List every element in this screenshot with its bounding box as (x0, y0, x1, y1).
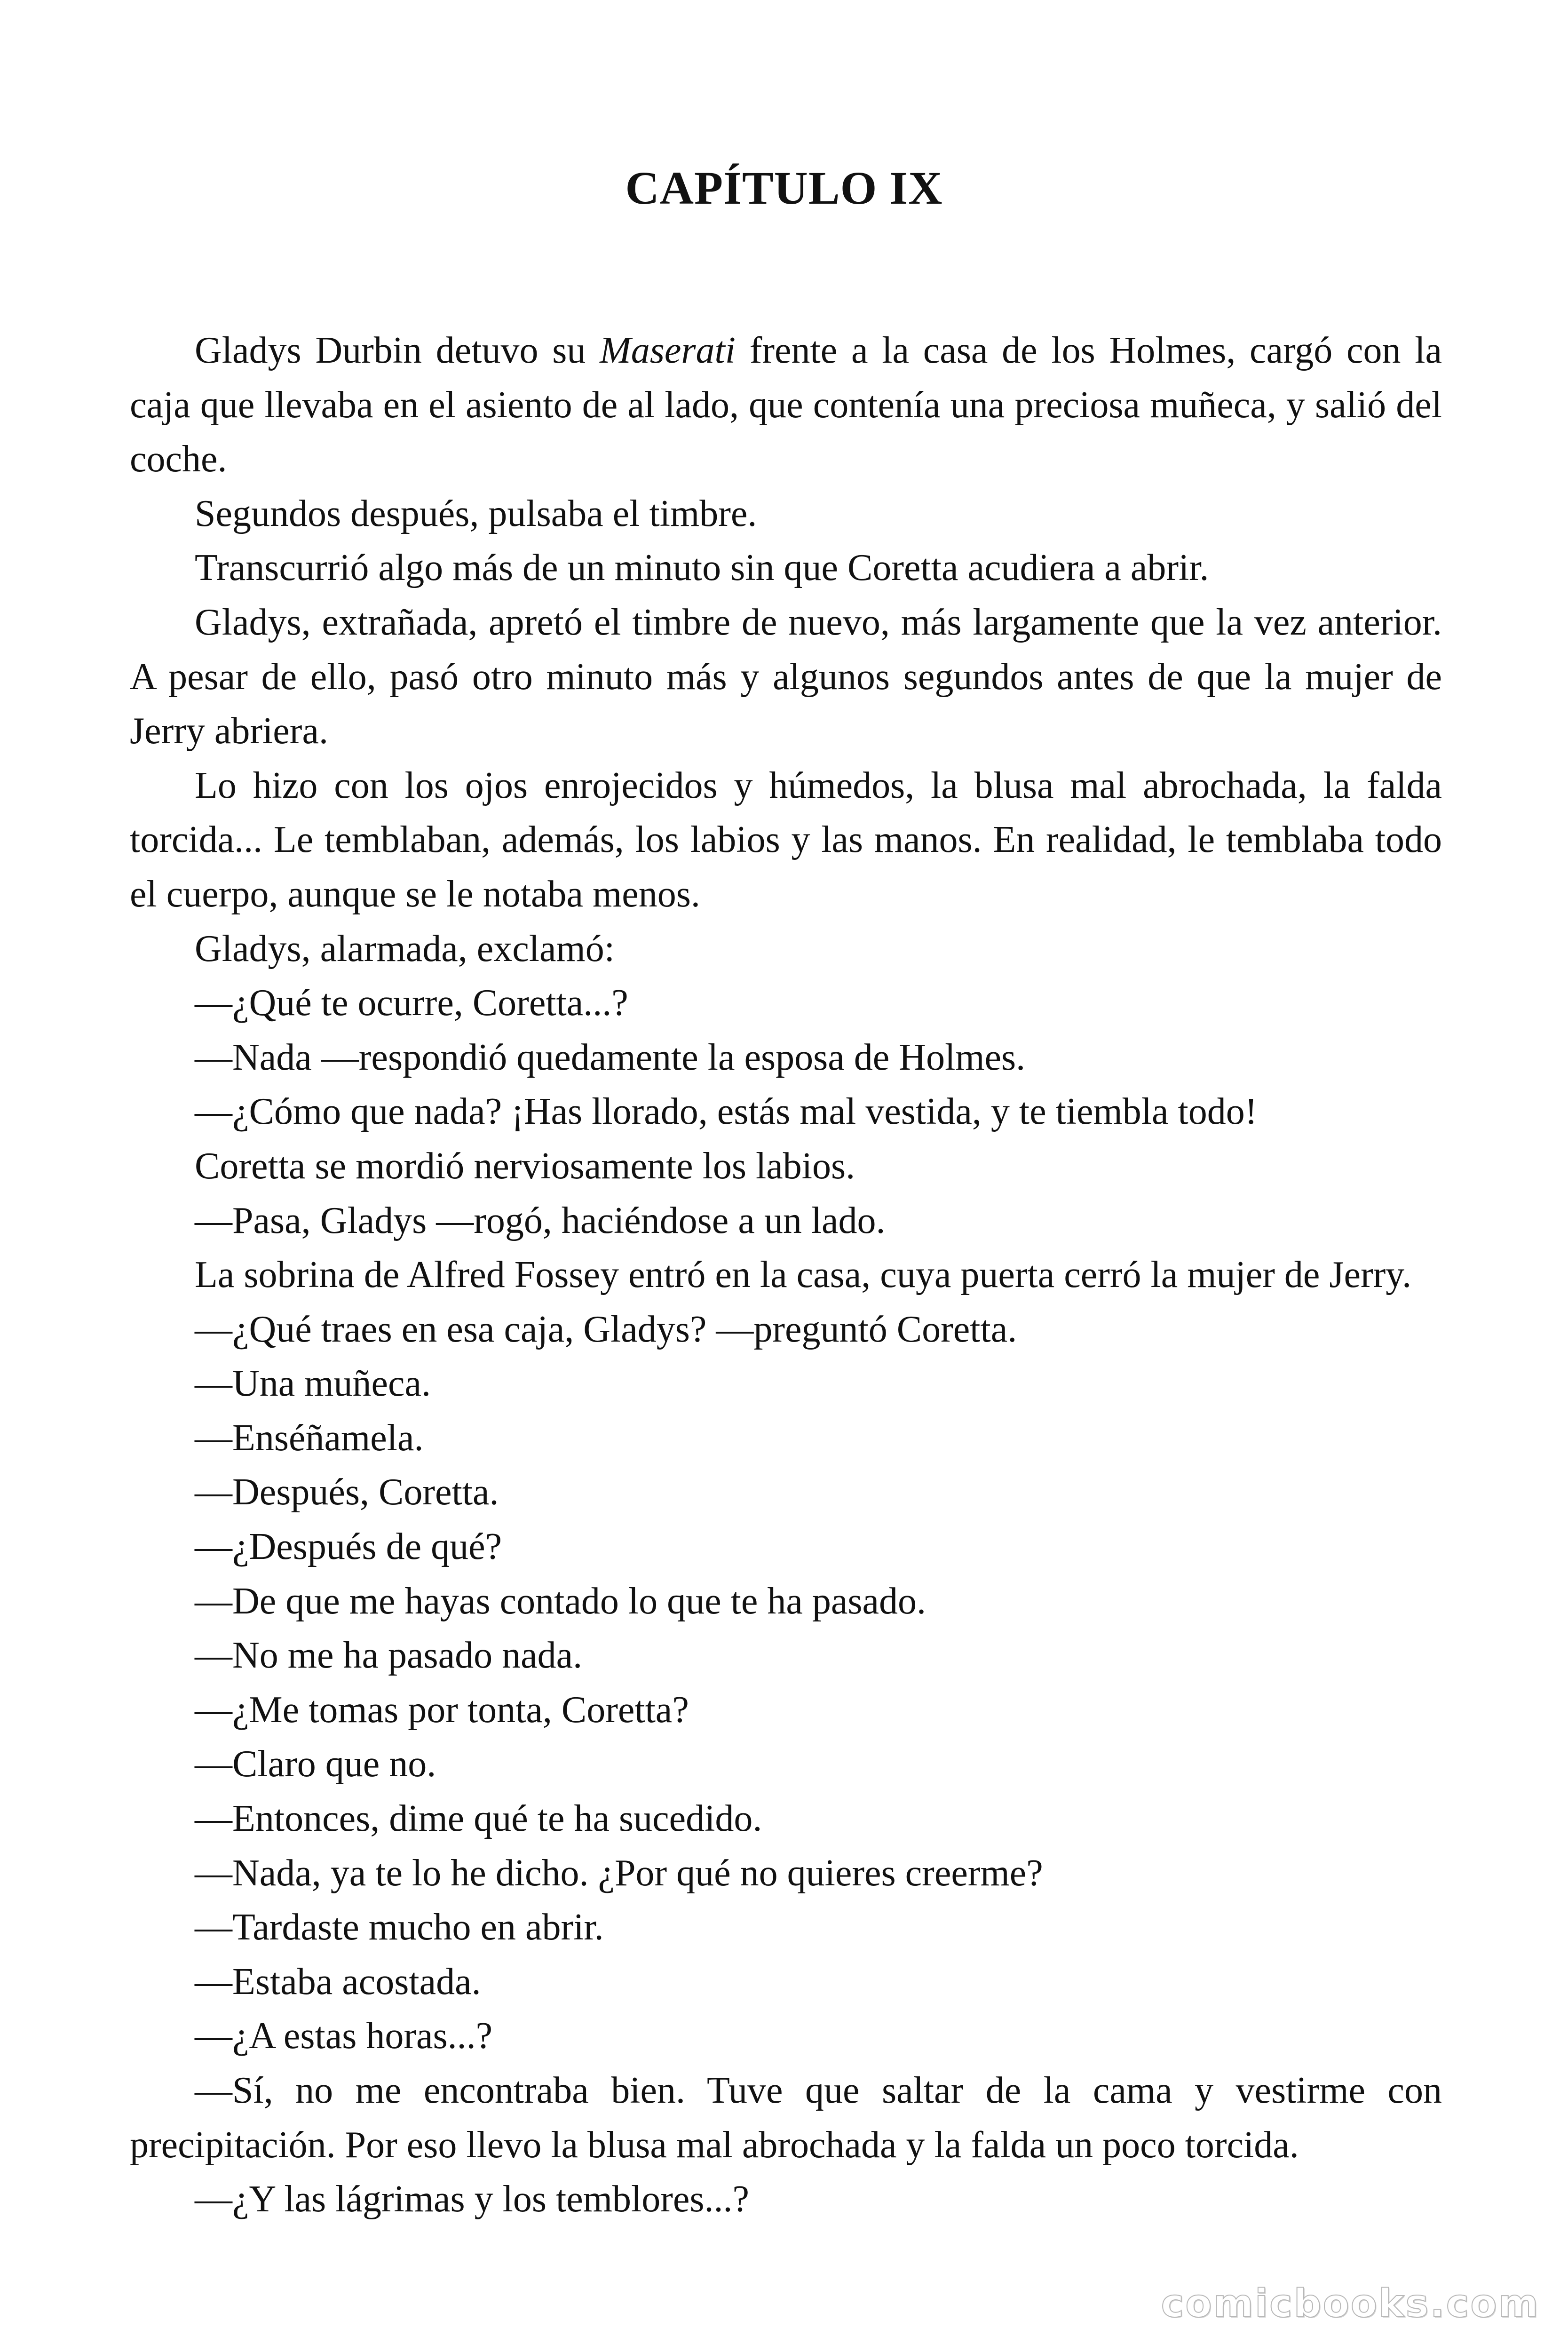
dialogue-line: —Claro que no. (195, 1743, 436, 1785)
paragraph: Gladys Durbin detuvo su Maserati frente a la casa de los Holmes, cargó con la caja que llevaba en el asiento de al lado, que contenía una preciosa muñeca, y salió del coche. (130, 330, 1442, 480)
watermark-logo: comicbooks.com (1161, 2281, 1540, 2326)
dialogue-line: —¿Qué traes en esa caja, Gladys? —preguntó Coretta. (195, 1308, 1017, 1350)
dialogue-line: —Tardaste mucho en abrir. (195, 1907, 604, 1948)
dialogue-line: —¿Qué te ocurre, Coretta...? (195, 982, 628, 1024)
dialogue-line: —Estaba acostada. (195, 1961, 481, 2002)
dialogue-line: —Nada, ya te lo he dicho. ¿Por qué no quieres creerme? (195, 1852, 1043, 1894)
dialogue-line: —¿Y las lágrimas y los temblores...? (195, 2178, 749, 2220)
chapter-title: CAPÍTULO IX (625, 162, 943, 214)
dialogue-line: —¿Me tomas por tonta, Coretta? (195, 1689, 689, 1731)
dialogue-line: —Nada —respondió quedamente la esposa de Holmes. (195, 1036, 1026, 1078)
dialogue-line: —¿A estas horas...? (195, 2015, 493, 2057)
paragraph: Gladys, alarmada, exclamó: (195, 928, 615, 969)
paragraph: Coretta se mordió nerviosamente los labios. (195, 1145, 855, 1187)
dialogue-line: —Después, Coretta. (195, 1471, 499, 1513)
dialogue-line: —Sí, no me encontraba bien. Tuve que saltar de la cama y vestirme con precipitación. Por eso llevo la blusa mal abrochada y la falda un poco torcida. (130, 2070, 1442, 2166)
dialogue-line: —De que me hayas contado lo que te ha pasado. (195, 1580, 927, 1622)
body-text (130, 324, 1442, 2227)
dialogue-line: —Una muñeca. (195, 1363, 431, 1405)
dialogue-line: —Pasa, Gladys —rogó, haciéndose a un lado. (195, 1200, 886, 1241)
emphasis-text: Maserati (600, 330, 736, 371)
dialogue-line: —No me ha pasado nada. (195, 1635, 583, 1677)
dialogue-line: —¿Cómo que nada? ¡Has llorado, estás mal vestida, y te tiembla todo! (195, 1091, 1258, 1133)
dialogue-line: —¿Después de qué? (195, 1526, 502, 1568)
paragraph: Transcurrió algo más de un minuto sin que Coretta acudiera a abrir. (195, 547, 1209, 589)
dialogue-line: —Entonces, dime qué te ha sucedido. (195, 1798, 762, 1840)
paragraph: Segundos después, pulsaba el timbre. (195, 493, 757, 534)
paragraph: La sobrina de Alfred Fossey entró en la casa, cuya puerta cerró la mujer de Jerry. (195, 1254, 1412, 1296)
dialogue-line: —Enséñamela. (195, 1417, 424, 1459)
paragraph: Lo hizo con los ojos enrojecidos y húmedos, la blusa mal abrochada, la falda torcida... Le temblaban, además, los labios y las manos. En realidad, le temblaba todo el cuerpo, aunque se le notaba menos. (130, 764, 1442, 915)
paragraph: Gladys, extrañada, apretó el timbre de nuevo, más largamente que la vez anterior. A pesar de ello, pasó otro minuto más y algunos segundos antes de que la mujer de Jerry abriera. (130, 601, 1442, 752)
